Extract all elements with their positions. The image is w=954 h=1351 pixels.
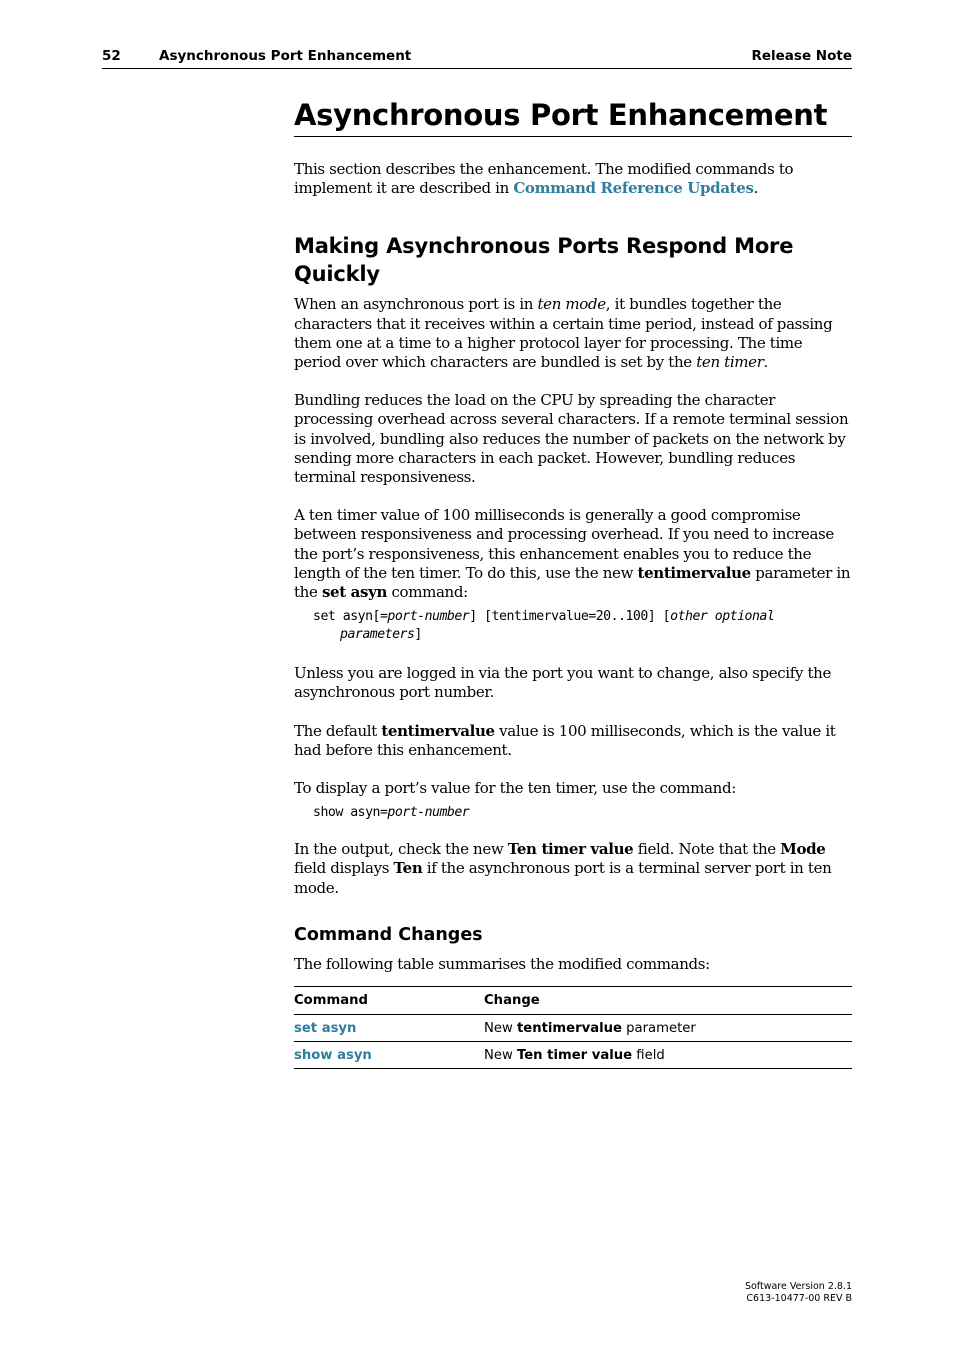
code-text: set asyn[= — [313, 609, 388, 625]
code-text: ] — [414, 627, 422, 643]
value-ten: Ten — [393, 859, 423, 878]
paragraph-ten-mode — [294, 295, 852, 372]
text: field — [632, 1047, 665, 1063]
column-header-change: Change — [484, 987, 852, 1015]
code-arg: port-number — [387, 805, 470, 821]
text: if the asynchronous port is a terminal server port in ten mode. — [294, 859, 832, 897]
table-header-row — [294, 987, 852, 1015]
text: In the output, check the new — [294, 840, 508, 859]
code-arg: port-number — [387, 609, 470, 625]
page-title: Asynchronous Port Enhancement — [294, 96, 852, 137]
param-name: tentimervalue — [516, 1020, 622, 1036]
code-show-asyn — [313, 804, 852, 822]
text: When an asynchronous port is in — [294, 295, 538, 314]
code-text: show asyn= — [313, 805, 388, 821]
text: field. Note that the — [633, 840, 781, 859]
text: , it bundles together the characters that it receives within a certain time period, instead of passing them one at a time to a higher protocol layer for processing. The time period over which characters are bundled is set by the — [294, 295, 833, 372]
text: command: — [387, 583, 468, 602]
section-heading-command-changes: Command Changes — [294, 924, 483, 945]
term-ten-timer: ten timer — [696, 353, 764, 372]
command-link-set-asyn[interactable]: set asyn — [294, 1015, 484, 1042]
field-name: Ten timer value — [516, 1047, 633, 1063]
section-heading-responsiveness: Making Asynchronous Ports Respond More Quickly — [294, 234, 794, 287]
page-footer — [745, 1281, 852, 1304]
main-content — [294, 96, 852, 1069]
table-intro: The following table summarises the modified commands: — [294, 954, 710, 973]
param-tentimervalue: tentimervalue — [381, 721, 495, 740]
text: New — [484, 1047, 517, 1063]
paragraph-default-value — [294, 722, 852, 760]
change-cell — [484, 1015, 852, 1042]
text: value is 100 milliseconds, which is the value it had before this enhancement. — [294, 721, 836, 759]
intro-paragraph — [294, 160, 852, 198]
field-ten-timer-value: Ten timer value — [507, 840, 634, 859]
command-set-asyn: set asyn — [321, 583, 388, 602]
intro-end: . — [753, 179, 758, 198]
text: parameter in the — [294, 563, 851, 602]
code-text: ] [tentimervalue=20..100] [ — [469, 609, 671, 625]
text: New — [484, 1020, 517, 1036]
command-link-show-asyn[interactable]: show asyn — [294, 1042, 484, 1069]
running-title: Asynchronous Port Enhancement — [159, 48, 412, 64]
command-changes-table — [294, 986, 852, 1069]
intro-text: This section describes the enhancement. The modified commands to implement it are described in — [294, 160, 794, 198]
text: field displays — [294, 859, 394, 878]
table-row — [294, 1015, 852, 1042]
software-version: Software Version 2.8.1 — [744, 1281, 852, 1292]
paragraph-bundling: Bundling reduces the load on the CPU by spreading the character processing overhead across several characters. If a remote terminal session is involved, bundling also reduces the number of packets on the network by sending more characters in each packet. However, bundling reduces terminal responsiveness. — [294, 391, 849, 487]
text: parameter — [621, 1020, 696, 1036]
code-arg: parameters — [340, 627, 415, 643]
text: A ten timer value of 100 milliseconds is generally a good compromise between responsiveness and processing overhead. If you need to increase the port’s responsiveness, this enhancement enables you to reduce the length of the ten timer. To do this, use the new — [294, 506, 834, 582]
code-set-asyn — [313, 608, 852, 644]
command-reference-link[interactable]: Command Reference Updates — [513, 179, 754, 198]
page-number: 52 — [102, 48, 121, 64]
text: . — [763, 353, 768, 372]
param-tentimervalue: tentimervalue — [637, 563, 751, 582]
paragraph-ten-timer-value — [294, 506, 852, 602]
term-ten-mode: ten mode — [537, 295, 606, 314]
code-arg: other optional — [670, 609, 775, 625]
paragraph-output — [294, 840, 852, 898]
page-header — [102, 48, 852, 69]
field-mode: Mode — [780, 840, 826, 859]
table-row — [294, 1042, 852, 1069]
document-code: C613-10477-00 REV B — [746, 1292, 852, 1304]
code-continuation — [313, 626, 852, 644]
change-cell — [484, 1042, 852, 1069]
document-type: Release Note — [751, 48, 852, 64]
paragraph-port-number: Unless you are logged in via the port you want to change, also specify the asynchronous port number. — [294, 664, 832, 702]
text: The default — [294, 721, 382, 740]
column-header-command: Command — [294, 987, 484, 1015]
paragraph-display: To display a port’s value for the ten timer, use the command: — [294, 779, 736, 798]
